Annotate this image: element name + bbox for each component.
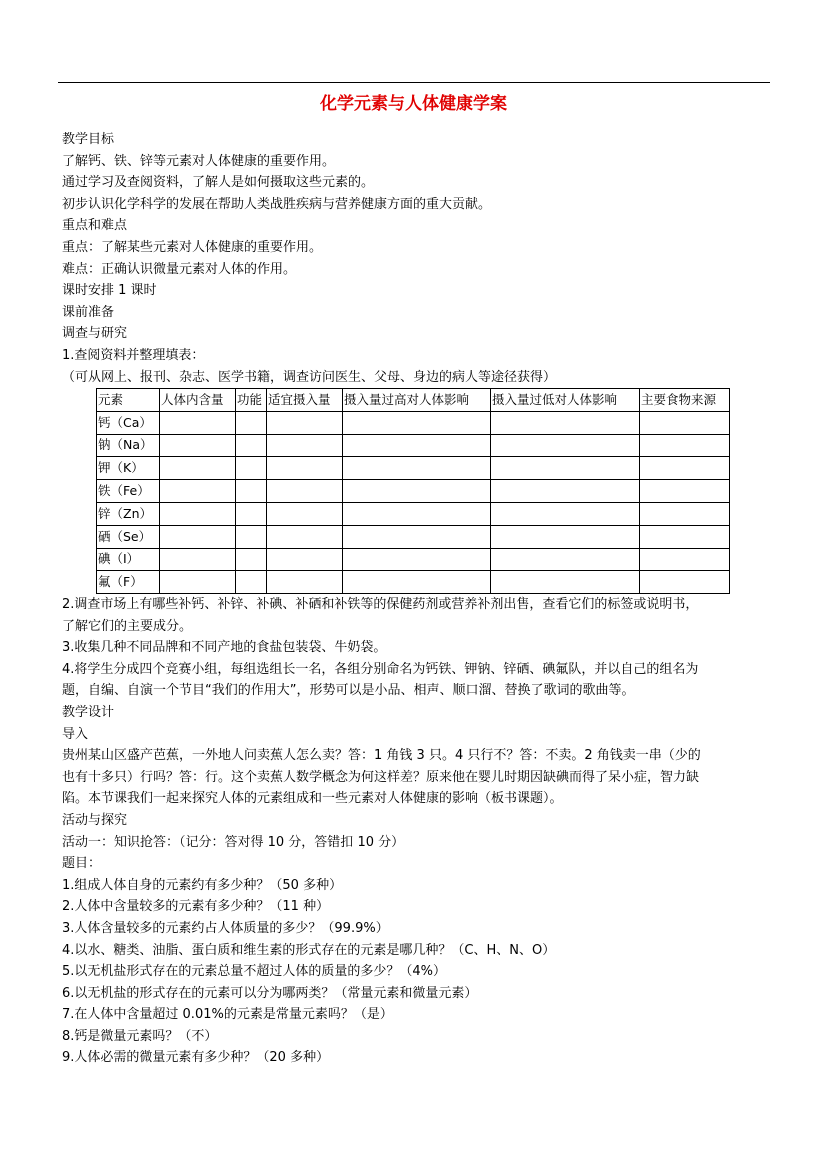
table-cell: [640, 571, 730, 594]
table-cell: [236, 502, 267, 525]
text-line: （可从网上、报刊、杂志、医学书籍，调查访问医生、父母、身边的病人等途径获得）: [62, 369, 557, 385]
table-cell: [236, 571, 267, 594]
table-cell: [343, 480, 491, 503]
table-cell: [491, 480, 640, 503]
table-cell: [236, 457, 267, 480]
table-cell: [267, 457, 343, 480]
table-cell: [160, 480, 236, 503]
heading-key-points: 重点和难点: [62, 218, 128, 234]
text-line: 陷。本节课我们一起来探究人体的元素组成和一些元素对人体健康的影响（板书课题）。: [62, 791, 563, 807]
table-cell: [491, 502, 640, 525]
table-cell-element: 碘（I）: [97, 548, 160, 571]
table-cell: [160, 434, 236, 457]
table-header: 主要食物来源: [640, 389, 730, 412]
table-cell: [343, 411, 491, 434]
table-row: [97, 525, 730, 548]
question-item: 7.在人体中含量超过 0.01%的元素是常量元素吗？（是）: [62, 1007, 393, 1023]
table-cell: [491, 571, 640, 594]
table-cell: [640, 480, 730, 503]
table-cell: [236, 548, 267, 571]
table-cell: [236, 434, 267, 457]
table-cell: [491, 548, 640, 571]
table-cell: [640, 411, 730, 434]
table-cell: [267, 411, 343, 434]
table-cell: [343, 457, 491, 480]
text-line: 通过学习及查阅资料，了解人是如何摄取这些元素的。: [62, 175, 375, 191]
table-header: 适宜摄入量: [267, 389, 343, 412]
table-cell: [640, 525, 730, 548]
question-item: 2.人体中含量较多的元素有多少种？（11 种）: [62, 899, 330, 915]
text-line: 了解钙、铁、锌等元素对人体健康的重要作用。: [62, 153, 336, 169]
table-cell-element: 钙（Ca）: [97, 411, 160, 434]
question-item: 4.以水、糖类、油脂、蛋白质和维生素的形式存在的元素是哪几种？（C、H、N、O）: [62, 942, 556, 958]
question-item: 8.钙是微量元素吗？（不）: [62, 1028, 218, 1044]
table-header: 摄入量过低对人体影响: [491, 389, 640, 412]
text-line: 难点：正确认识微量元素对人体的作用。: [62, 261, 297, 277]
text-line: 3.收集几种不同品牌和不同产地的食盐包装袋、牛奶袋。: [62, 640, 387, 656]
text-line: 初步认识化学科学的发展在帮助人类战胜疾病与营养健康方面的重大贡献。: [62, 196, 492, 212]
table-cell-element: 铁（Fe）: [97, 480, 160, 503]
text-line: 题，自编、自演一个节目“我们的作用大”，形势可以是小品、相声、顺口溜、替换了歌词的歌曲等。: [62, 683, 635, 699]
table-cell: [236, 480, 267, 503]
section-intro: [62, 129, 778, 388]
table-cell: [160, 548, 236, 571]
question-item: 9.人体必需的微量元素有多少种？（20 多种）: [62, 1050, 330, 1066]
question-item: 3.人体含量较多的元素约占人体质量的多少？（99.9%）: [62, 920, 389, 936]
text-line: 1.查阅资料并整理填表：: [62, 347, 205, 363]
header-rule: [58, 82, 770, 83]
table-header: 摄入量过高对人体影响: [343, 389, 491, 412]
heading-research: 调查与研究: [62, 326, 128, 342]
table-cell: [236, 525, 267, 548]
element-table: [96, 388, 730, 594]
table-cell: [160, 525, 236, 548]
table-cell: [160, 411, 236, 434]
heading-objectives: 教学目标: [62, 132, 115, 147]
table-cell: [267, 480, 343, 503]
table-cell-element: 硒（Se）: [97, 525, 160, 548]
heading-preparation: 课前准备: [62, 304, 115, 320]
table-cell: [267, 502, 343, 525]
text-line: 重点：了解某些元素对人体健康的重要作用。: [62, 239, 323, 255]
table-cell-element: 氟（F）: [97, 571, 160, 594]
table-cell-element: 钠（Na）: [97, 434, 160, 457]
table-cell: [160, 502, 236, 525]
table-row: [97, 457, 730, 480]
text-line: 了解它们的主要成分。: [62, 618, 193, 634]
table-cell-element: 钾（K）: [97, 457, 160, 480]
section-body: [62, 594, 778, 1069]
table-cell: [640, 502, 730, 525]
table-cell: [343, 571, 491, 594]
table-header-row: [97, 389, 730, 412]
table-row: [97, 480, 730, 503]
table-cell: [343, 548, 491, 571]
text-line: 2.调查市场上有哪些补钙、补锌、补碘、补硒和补铁等的保健药剂或营养补剂出售，查看它们的标签或说明书，: [62, 597, 699, 612]
table-cell: [160, 457, 236, 480]
table-cell: [640, 434, 730, 457]
heading-questions: 题目：: [62, 856, 102, 872]
text-line: 贵州某山区盛产芭蕉，一外地人问卖蕉人怎么卖？答：1 角钱 3 只。4 只行不？答：不卖。2 角钱卖一串（少的: [62, 748, 701, 764]
table-header: 元素: [97, 389, 160, 412]
heading-activity: 活动与探究: [62, 812, 128, 828]
table-cell: [267, 548, 343, 571]
table-cell: [640, 457, 730, 480]
table-cell: [236, 411, 267, 434]
table-cell: [491, 525, 640, 548]
heading-design: 教学设计: [62, 704, 115, 720]
question-item: 5.以无机盐形式存在的元素总量不超过人体的质量的多少？（4%）: [62, 964, 447, 980]
table-cell: [491, 411, 640, 434]
table-row: [97, 548, 730, 571]
table-row: [97, 434, 730, 457]
text-line: 4.将学生分成四个竞赛小组，每组选组长一名，各组分别命名为钙铁、钾钠、锌硒、碘氟队，并以自己的组名为: [62, 661, 699, 677]
table-header: 功能: [236, 389, 267, 412]
table-header: 人体内含量: [160, 389, 236, 412]
question-item: 1.组成人体自身的元素约有多少种？（50 多种）: [62, 877, 343, 893]
table-cell-element: 锌（Zn）: [97, 502, 160, 525]
question-item: 6.以无机盐的形式存在的元素可以分为哪两类？（常量元素和微量元素）: [62, 985, 478, 1001]
table-cell: [160, 571, 236, 594]
table-cell: [491, 434, 640, 457]
table-cell: [343, 502, 491, 525]
page-title: 化学元素与人体健康学案: [320, 94, 507, 114]
heading-intro: 导入: [62, 726, 89, 742]
table-cell: [267, 434, 343, 457]
text-line: 课时安排 1 课时: [62, 283, 157, 299]
table-cell: [491, 457, 640, 480]
table-cell: [640, 548, 730, 571]
table-row: [97, 411, 730, 434]
table-cell: [343, 525, 491, 548]
table-cell: [267, 525, 343, 548]
text-line: 也有十多只）行吗？答：行。这个卖蕉人数学概念为何这样差？原来他在婴儿时期因缺碘而得了呆小症，智力缺: [62, 769, 700, 785]
table-cell: [267, 571, 343, 594]
table-row: [97, 502, 730, 525]
table-row: [97, 571, 730, 594]
text-line: 活动一：知识抢答：（记分：答对得 10 分，答错扣 10 分）: [62, 834, 405, 850]
table-cell: [343, 434, 491, 457]
